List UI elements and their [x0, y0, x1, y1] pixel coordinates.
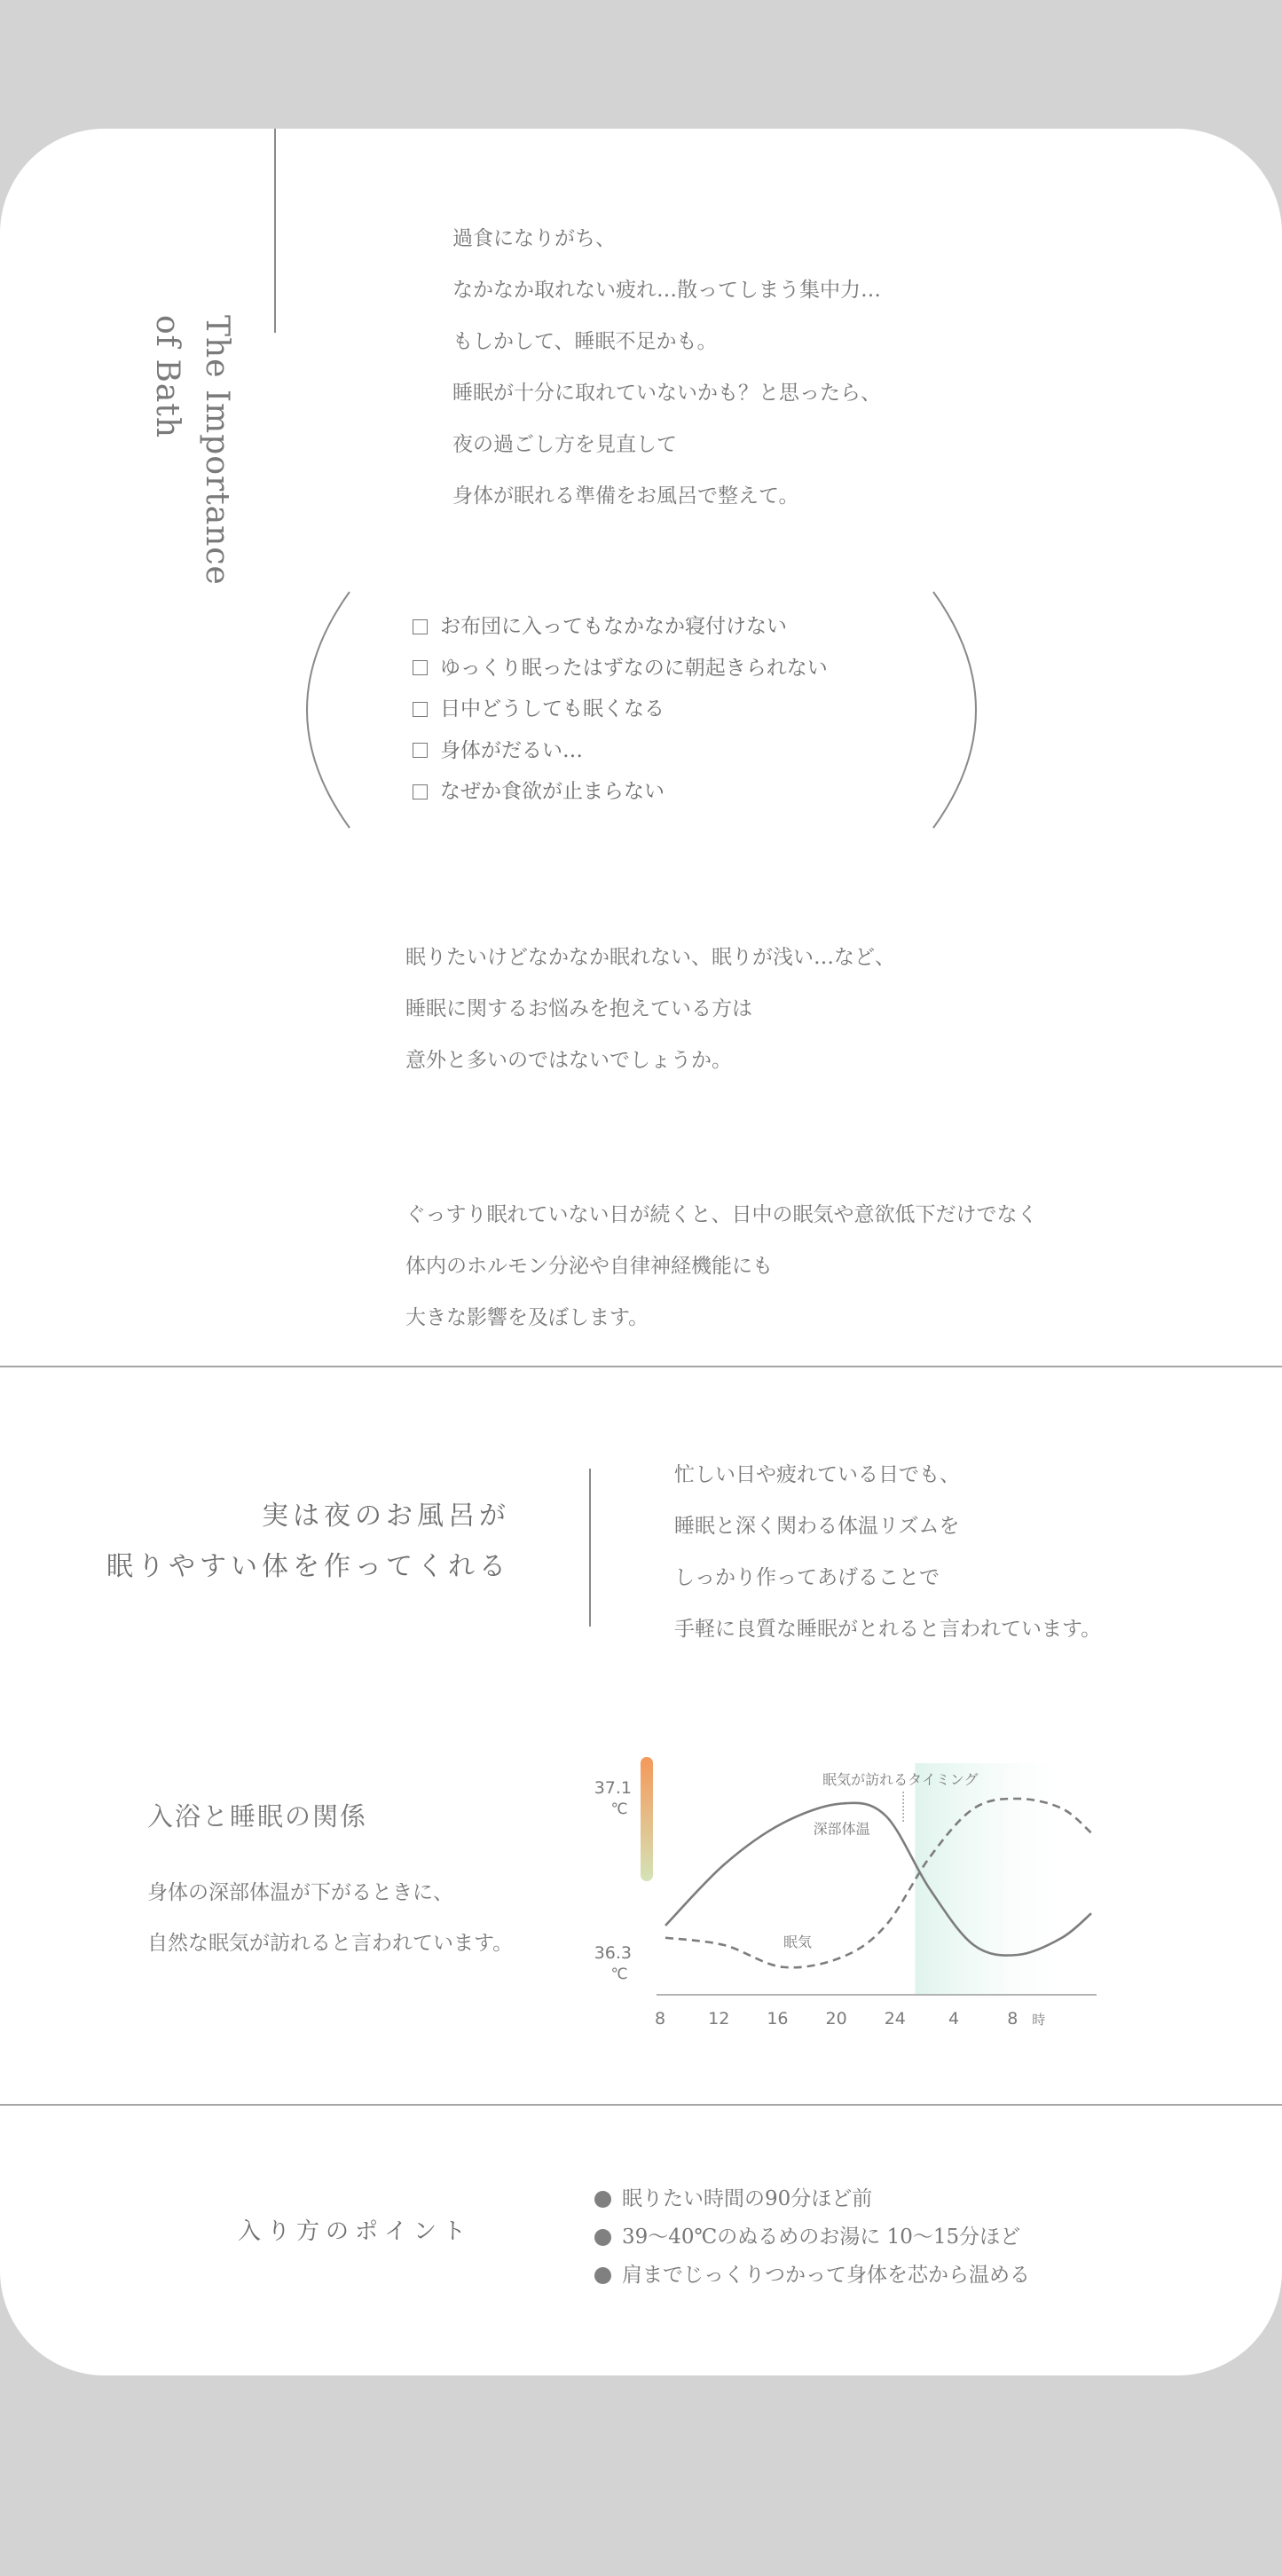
checklist-item-label: なぜか食欲が止まらない — [440, 780, 665, 803]
x-tick-label: 20 — [825, 2009, 847, 2029]
body-line: 眠りたいけどなかなか眠れない、眠りが浅い…など、 — [405, 946, 895, 969]
x-tick-label: 4 — [948, 2009, 960, 2029]
body-line: 手軽に良質な睡眠がとれると言われています。 — [674, 1618, 1102, 1641]
body-line: しっかり作ってあげることで — [674, 1566, 940, 1589]
chart-description — [147, 1868, 513, 1969]
points-list — [594, 2180, 1030, 2295]
point-item-label: 眠りたい時間の90分ほど前 — [622, 2187, 873, 2210]
checkbox-icon — [413, 702, 428, 717]
section-divider — [0, 2104, 1282, 2106]
checklist-item — [413, 730, 828, 772]
bullet-icon — [594, 2229, 611, 2246]
headline-line-2: 眠りやすい体を作ってくれる — [106, 1551, 510, 1582]
checkbox-icon — [413, 660, 428, 675]
checklist-item — [413, 689, 828, 730]
checklist-item — [413, 648, 828, 689]
body-line: 大きな影響を及ぼします。 — [405, 1306, 649, 1329]
title-line-2: of Bath — [149, 315, 185, 439]
x-axis-unit: 時 — [1032, 2012, 1046, 2028]
checklist-item-label: お布団に入ってもなかなか寝付けない — [440, 615, 787, 638]
body-text — [405, 932, 1038, 1343]
checklist-item — [413, 771, 828, 813]
left-bracket — [300, 590, 353, 830]
points-title: 入り方のポイント — [238, 2218, 473, 2245]
chart-description-line: 身体の深部体温が下がるときに、 — [147, 1881, 453, 1904]
y-tick-low: 36.3 — [594, 1943, 632, 1963]
body-line: 睡眠と深く関わる体温リズムを — [674, 1515, 960, 1538]
checklist-item-label: 身体がだるい… — [440, 738, 583, 762]
point-item — [594, 2257, 1030, 2295]
checklist-item-label: ゆっくり眠ったはずなのに朝起きられない — [440, 656, 828, 680]
x-tick-label: 12 — [708, 2009, 730, 2029]
chart-section-title: 入浴と睡眠の関係 — [147, 1801, 368, 1832]
checkbox-icon — [413, 619, 428, 634]
sleepiness-highlight-band — [915, 1763, 1062, 1994]
checkbox-icon — [413, 784, 428, 800]
body-line: 睡眠に関するお悩みを抱えている方は — [405, 997, 752, 1020]
body-line: 忙しい日や疲れている日でも、 — [674, 1463, 960, 1486]
x-tick-label: 8 — [654, 2009, 666, 2029]
headline-divider — [589, 1469, 591, 1627]
bullet-icon — [594, 2267, 611, 2284]
title-line-1: The Importance — [199, 315, 235, 586]
chart-description-line: 自然な眠気が訪れると言われています。 — [147, 1932, 514, 1955]
intro-line: 過食になりがち、 — [452, 227, 616, 250]
intro-line: もしかして、睡眠不足かも。 — [452, 330, 718, 353]
intro-line: 睡眠が十分に取れていないかも？と思ったら、 — [452, 382, 881, 405]
checklist — [300, 590, 983, 830]
checklist-item-label: 日中どうしても眠くなる — [440, 697, 665, 721]
intro-line: 夜の過ごし方を見直して — [452, 433, 677, 456]
point-item — [594, 2218, 1030, 2257]
right-bracket — [930, 590, 983, 830]
x-tick-label: 16 — [767, 2009, 789, 2029]
y-tick-low-unit: ℃ — [610, 1965, 628, 1983]
title-divider — [274, 129, 276, 333]
bath-sleep-chart — [568, 1744, 1118, 2036]
point-item — [594, 2180, 1030, 2218]
rhythm-text — [674, 1449, 1101, 1655]
section-headline — [71, 1491, 510, 1592]
series-label-deep-body-temperature: 深部体温 — [813, 1820, 870, 1838]
point-item-label: 39〜40℃のぬるめのお湯に 10〜15分ほど — [622, 2225, 1021, 2249]
x-tick-label: 8 — [1007, 2009, 1019, 2029]
body-line: 意外と多いのではないでしょうか。 — [405, 1049, 732, 1072]
temperature-gradient-bar — [641, 1757, 653, 1881]
y-tick-high-unit: ℃ — [610, 1800, 628, 1818]
content-card — [0, 129, 1282, 2375]
bullet-icon — [594, 2191, 611, 2208]
checklist-item — [413, 606, 828, 648]
highlight-label: 眠気が訪れるタイミング — [822, 1771, 979, 1788]
y-tick-high: 37.1 — [594, 1778, 632, 1798]
headline-line-1: 実は夜のお風呂が — [262, 1501, 510, 1532]
point-item-label: 肩までじっくりつかって身体を芯から温める — [622, 2264, 1030, 2287]
x-tick-label: 24 — [884, 2009, 906, 2029]
page-title — [142, 315, 241, 586]
intro-line: なかなか取れない疲れ…散ってしまう集中力… — [452, 279, 881, 302]
body-line: 体内のホルモン分泌や自律神経機能にも — [405, 1255, 773, 1278]
checkbox-icon — [413, 743, 428, 758]
intro-line: 身体が眠れる準備をお風呂で整えて。 — [452, 484, 799, 508]
section-divider — [0, 1366, 1282, 1367]
intro-text — [452, 213, 881, 522]
body-line: ぐっすり眠れていない日が続くと、日中の眠気や意欲低下だけでなく — [405, 1203, 1038, 1226]
series-label-sleepiness: 眠気 — [783, 1934, 812, 1950]
